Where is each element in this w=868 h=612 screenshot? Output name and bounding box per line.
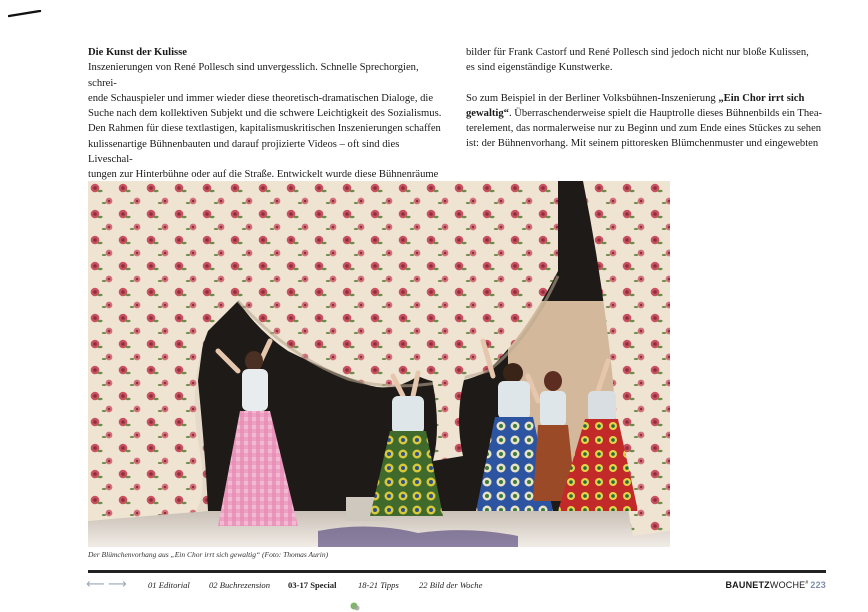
article-left-text: Inszenierungen von René Pollesch sind unvergesslich. Schnelle Sprechorgien, schrei- ende Schauspieler und immer wieder diese theoretisch-dramatischen Dialoge, die Suche nach dem kollektiven Subjekt und die schwere Leichtigkeit des Sozialismus. Den Rahmen für diese textlastigen, kapitalismuskritischen Inszenierungen schaffen kulissenartige Bühnenbauten und darauf projizierte Videos – oft sind dies Liveschal- tungen zur Hinterbühne oder auf die Straße. Entwickelt wurde diese Bühnenräume xyxy=(88,62,442,181)
brand-name-bold: BAUNETZ xyxy=(725,580,770,590)
baunetz-woche-brand[interactable] xyxy=(725,580,826,590)
play-title: „Ein Chor irrt sich gewaltig“ xyxy=(466,92,805,119)
prev-page-arrow-icon[interactable]: ⟵ xyxy=(86,577,105,592)
mouse-cursor-icon xyxy=(350,601,360,612)
nav-link-tipps[interactable]: 18-21 Tipps xyxy=(358,580,399,590)
nav-link-editorial[interactable]: 01 Editorial xyxy=(148,580,190,590)
nav-link-special[interactable]: 03-17 Special xyxy=(288,580,337,590)
nav-link-buchrezension[interactable]: 02 Buchrezension xyxy=(209,580,271,590)
stage-photo-illustration xyxy=(88,181,670,547)
article-right-column xyxy=(466,45,826,152)
paragraph-rest: . Überraschenderweise spielt die Hauptrolle dieses Bühnenbilds ein Thea- terelement, das normalerweise nur zu Beginn und zum Ende eines Stückes zu sehen ist: der Bühnenvorhang. Mit seinem pittoresken Blümchenmuster und eingewebten xyxy=(466,107,823,150)
stage-photo xyxy=(88,181,670,547)
brand-mark: # xyxy=(805,580,809,586)
footer-rule xyxy=(88,570,826,573)
article-right-paragraph-2 xyxy=(466,91,826,152)
page-number: 223 xyxy=(810,580,826,590)
photo-caption: Der Blümchenvorhang aus „Ein Chor irrt sich gewaltig“ (Foto: Thomas Aurin) xyxy=(88,550,329,559)
article-heading: Die Kunst der Kulisse xyxy=(88,47,187,58)
footer-navigation xyxy=(86,577,826,594)
paragraph-intro: So zum Beispiel in der Berliner Volksbühnen-Inszenierung xyxy=(466,92,719,104)
brand-name-light: WOCHE xyxy=(769,580,806,590)
article-left-column xyxy=(88,45,442,198)
nav-link-bild-der-woche[interactable]: 22 Bild der Woche xyxy=(419,580,483,590)
article-right-paragraph-1: bilder für Frank Castorf und René Pollesch sind jedoch nicht nur bloße Kulissen, es sind eigenständige Kunstwerke. xyxy=(466,47,809,74)
next-page-arrow-icon[interactable]: ⟶ xyxy=(108,577,127,592)
pen-stroke-mark xyxy=(8,10,42,18)
